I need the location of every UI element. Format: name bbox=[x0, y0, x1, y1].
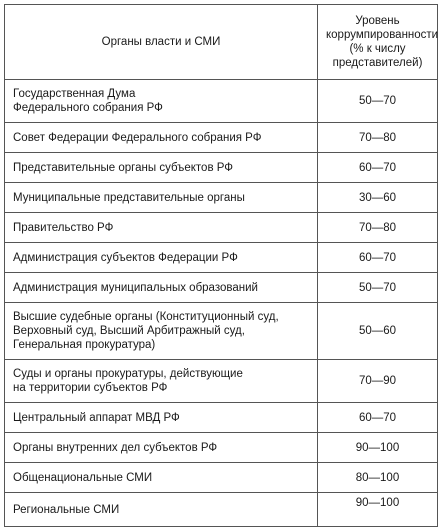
table-row bbox=[5, 153, 438, 183]
table-header-row bbox=[5, 5, 438, 80]
row-level: 50—70 bbox=[318, 273, 438, 303]
row-organ: Государственная Дума Федерального собрания РФ bbox=[5, 80, 318, 123]
table-row bbox=[5, 243, 438, 273]
row-organ: Муниципальные представительные органы bbox=[5, 183, 318, 213]
row-level: 70—80 bbox=[318, 213, 438, 243]
row-level: 70—80 bbox=[318, 123, 438, 153]
table-row bbox=[5, 183, 438, 213]
table-row bbox=[5, 123, 438, 153]
row-organ: Региональные СМИ bbox=[5, 493, 318, 527]
row-level: 30—60 bbox=[318, 183, 438, 213]
row-level: 60—70 bbox=[318, 153, 438, 183]
row-level: 50—60 bbox=[318, 303, 438, 360]
row-organ: Общенациональные СМИ bbox=[5, 463, 318, 493]
row-organ: Администрация субъектов Федерации РФ bbox=[5, 243, 318, 273]
row-organ: Суды и органы прокуратуры, действующие на территории субъектов РФ bbox=[5, 360, 318, 403]
row-organ: Правительство РФ bbox=[5, 213, 318, 243]
row-level: 90—100 bbox=[318, 433, 438, 463]
table-row bbox=[5, 213, 438, 243]
table-row bbox=[5, 360, 438, 403]
row-organ: Совет Федерации Федерального собрания РФ bbox=[5, 123, 318, 153]
row-level: 60—70 bbox=[318, 403, 438, 433]
table-row bbox=[5, 433, 438, 463]
row-organ: Органы внутренних дел субъектов РФ bbox=[5, 433, 318, 463]
row-level: 80—100 bbox=[318, 463, 438, 493]
header-organ: Органы власти и СМИ bbox=[5, 5, 318, 80]
row-level: 60—70 bbox=[318, 243, 438, 273]
row-organ: Центральный аппарат МВД РФ bbox=[5, 403, 318, 433]
row-level: 90—100 bbox=[318, 493, 438, 527]
table-row bbox=[5, 403, 438, 433]
table-row bbox=[5, 80, 438, 123]
table-row bbox=[5, 493, 438, 527]
table-row bbox=[5, 273, 438, 303]
row-organ: Высшие судебные органы (Конституционный суд, Верховный суд, Высший Арбитражный суд, Генеральная прокуратура) bbox=[5, 303, 318, 360]
row-organ: Администрация муниципальных образований bbox=[5, 273, 318, 303]
row-organ: Представительные органы субъектов РФ bbox=[5, 153, 318, 183]
row-level: 70—90 bbox=[318, 360, 438, 403]
table-row bbox=[5, 463, 438, 493]
corruption-table bbox=[4, 4, 438, 527]
table-row bbox=[5, 303, 438, 360]
header-level: Уровень коррумпированности (% к числу представителей) bbox=[318, 5, 438, 80]
row-level: 50—70 bbox=[318, 80, 438, 123]
